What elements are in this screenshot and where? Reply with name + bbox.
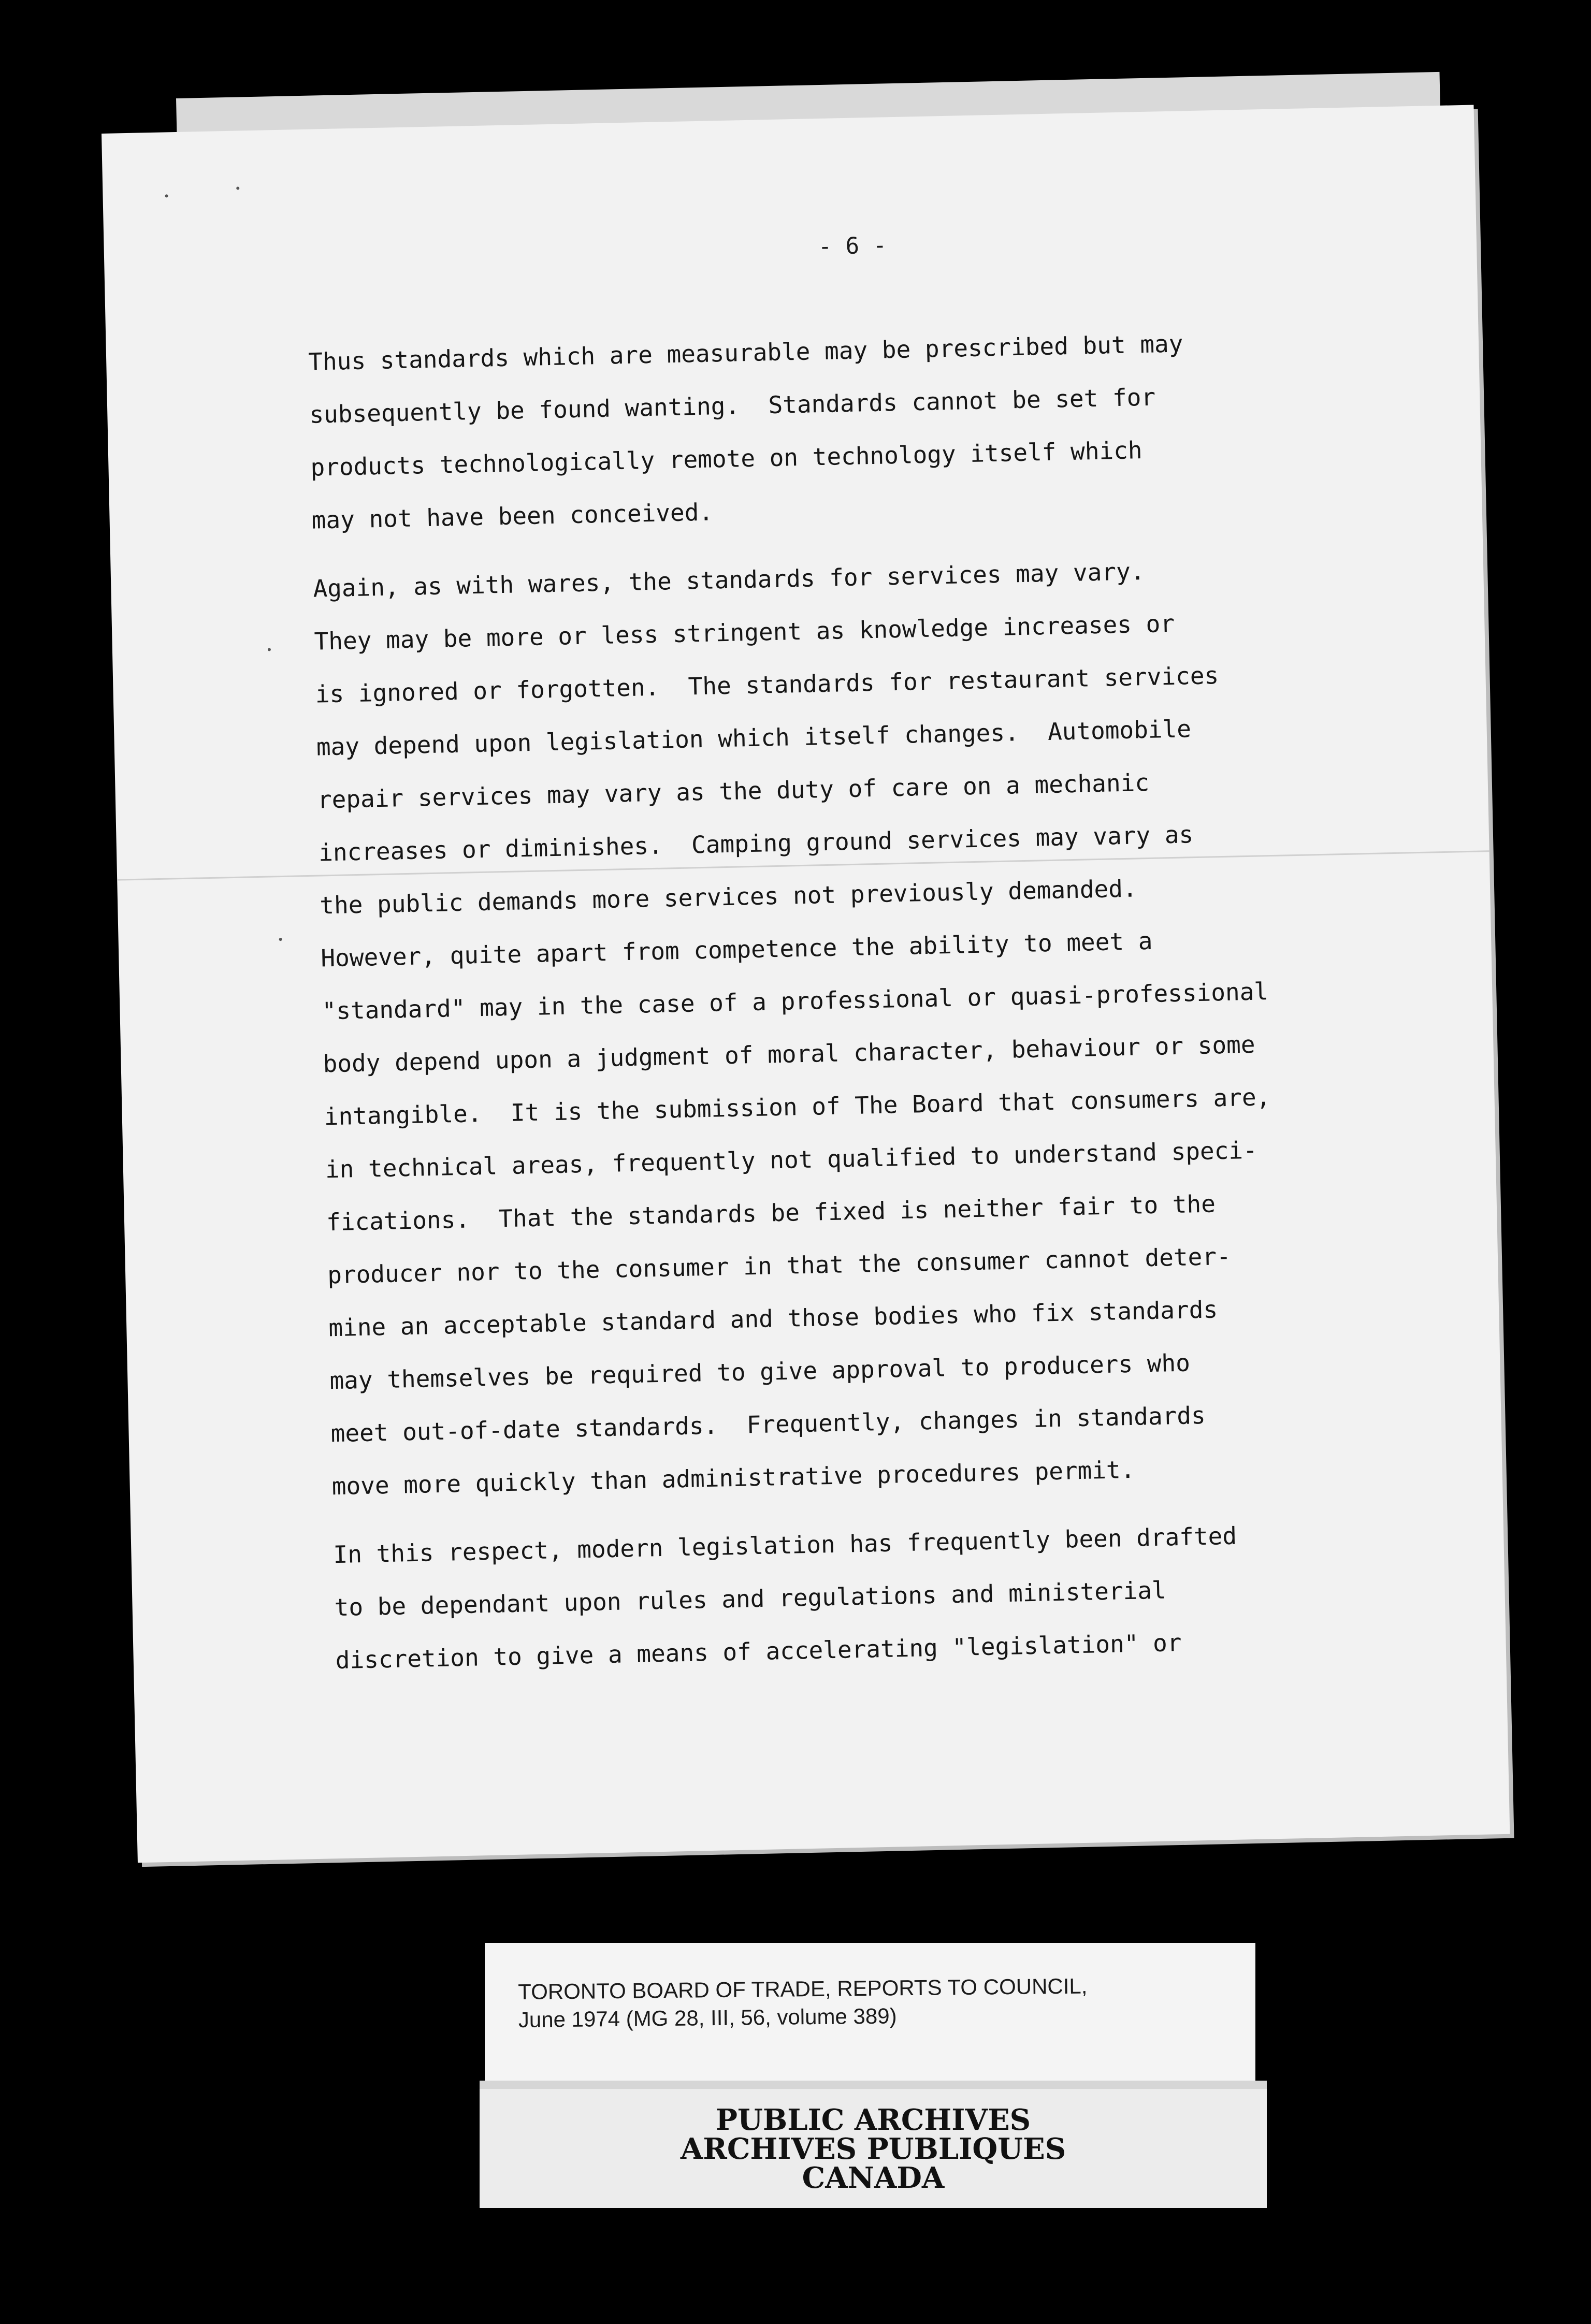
- text-line: Again, as with wares, the standards for services may vary.: [312, 557, 1145, 603]
- text-line: Thus standards which are measurable may be prescribed but may: [308, 329, 1183, 376]
- text-line: body depend upon a judgment of moral character, behaviour or some: [323, 1030, 1256, 1078]
- text-line: is ignored or forgotten. The standards for restaurant services: [315, 661, 1219, 708]
- text-line: They may be more or less stringent as knowledge increases or: [314, 609, 1175, 656]
- archive-reference-line-1: TORONTO BOARD OF TRADE, REPORTS TO COUNCIL,: [518, 1973, 1088, 2004]
- archive-stamp-line-1: PUBLIC ARCHIVES: [715, 2103, 1031, 2137]
- text-line: "standard" may in the case of a professional or quasi-professional: [322, 977, 1269, 1025]
- text-line: fications. That the standards be fixed is neither fair to the: [326, 1189, 1216, 1237]
- page-number: - 6 -: [818, 232, 887, 260]
- document-body: [308, 313, 1398, 1702]
- archive-reference-text: [518, 1972, 1088, 2034]
- archive-stamp-line-3: CANADA: [802, 2161, 945, 2195]
- text-line: In this respect, modern legislation has frequently been drafted: [333, 1521, 1237, 1569]
- paragraph-1: [308, 313, 1373, 547]
- paper-speck: [165, 194, 168, 197]
- text-line: increases or diminishes. Camping ground services may vary as: [318, 820, 1194, 867]
- archive-stamp-label: [480, 2081, 1267, 2208]
- paragraph-3: [333, 1506, 1398, 1687]
- text-line: meet out-of-date standards. Frequently, changes in standards: [330, 1401, 1206, 1448]
- text-line: may themselves be required to give approval to producers who: [329, 1348, 1191, 1395]
- paragraph-2: [312, 540, 1394, 1513]
- label-divider: [480, 2081, 1267, 2089]
- text-line: subsequently be found wanting. Standards cannot be set for: [309, 383, 1156, 429]
- archive-reference-label: [485, 1943, 1255, 2083]
- archive-stamp-line-2: ARCHIVES PUBLIQUES: [680, 2132, 1066, 2166]
- text-line: intangible. It is the submission of The Board that consumers are,: [324, 1083, 1271, 1131]
- text-line: move more quickly than administrative procedures permit.: [331, 1455, 1135, 1501]
- archive-reference-line-2: June 1974 (MG 28, III, 56, volume 389): [518, 2003, 897, 2032]
- paper-speck: [268, 648, 271, 651]
- text-line: in technical areas, frequently not qualified to understand speci-: [325, 1136, 1258, 1184]
- text-line: may not have been conceived.: [311, 498, 714, 534]
- text-line: products technologically remote on technology itself which: [310, 436, 1143, 482]
- text-line: discretion to give a means of accelerating "legislation" or: [335, 1628, 1182, 1675]
- text-line: may depend upon legislation which itself changes. Automobile: [316, 715, 1192, 761]
- text-line: producer nor to the consumer in that the consumer cannot deter-: [327, 1242, 1232, 1289]
- document-page: [102, 105, 1510, 1863]
- text-line: repair services may vary as the duty of care on a mechanic: [317, 768, 1150, 814]
- archive-stamp: [480, 2103, 1267, 2195]
- paper-speck: [236, 186, 239, 190]
- text-line: mine an acceptable standard and those bodies who fix standards: [328, 1295, 1218, 1342]
- paper-speck: [279, 938, 282, 941]
- text-line: to be dependant upon rules and regulations and ministerial: [334, 1576, 1167, 1622]
- text-line: the public demands more services not previously demanded.: [319, 874, 1138, 920]
- text-line: However, quite apart from competence the ability to meet a: [320, 926, 1153, 972]
